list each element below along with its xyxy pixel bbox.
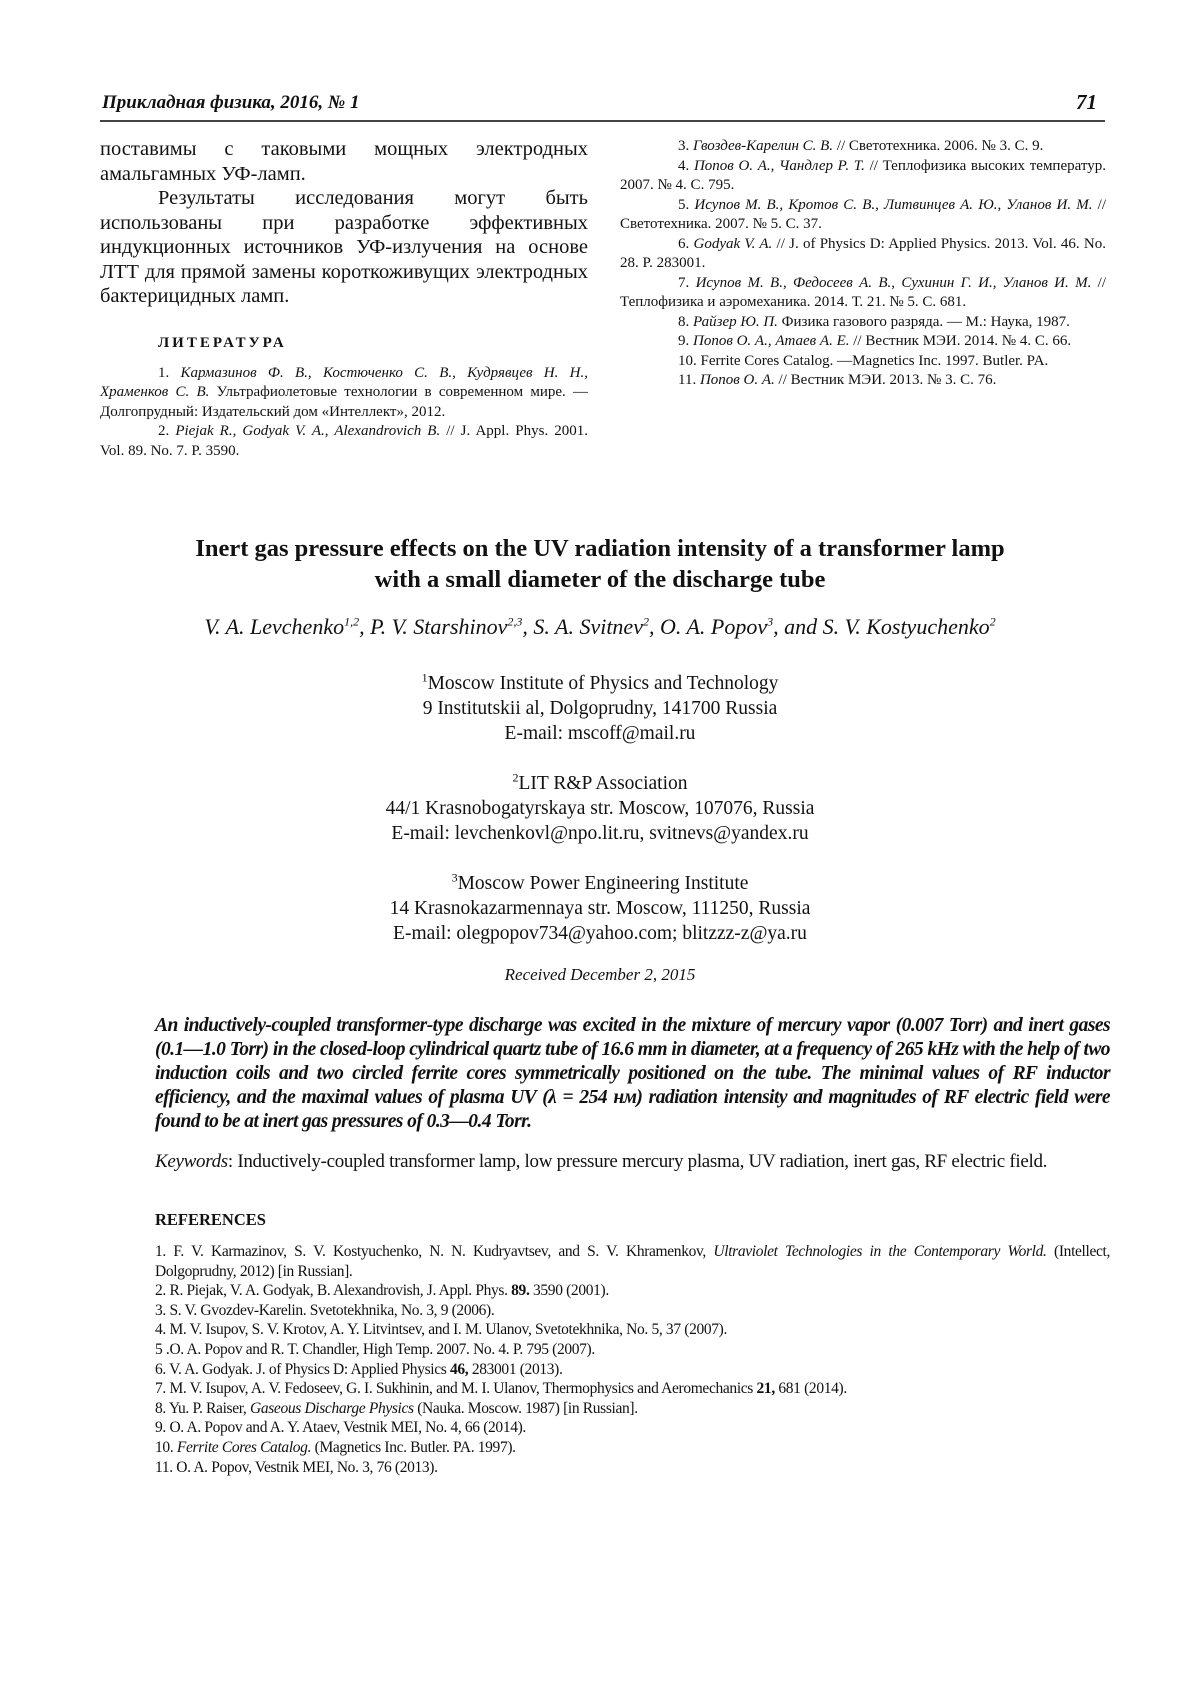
reference-item bbox=[100, 364, 588, 423]
reference-item bbox=[620, 274, 1106, 313]
reference-item bbox=[155, 1399, 1110, 1419]
journal-name: Прикладная физика, 2016, № 1 bbox=[102, 92, 360, 113]
reference-segment: 681 (2014). bbox=[774, 1380, 847, 1398]
reference-item bbox=[620, 332, 1106, 352]
reference-segment: Попов О. А., Атаев А. Е. bbox=[693, 333, 850, 349]
reference-segment: Ультрафиолетовые технологии в современном мире. — Долгопрудный: Издательский дом «Интеллект», 2012. bbox=[100, 384, 588, 420]
keywords-text: : Inductively-coupled transformer lamp, low pressure mercury plasma, UV radiation, inert gas, RF electric field. bbox=[227, 1151, 1048, 1172]
russian-reference-list-continued bbox=[620, 137, 1106, 391]
reference-segment: // J. Appl. Phys. 2001. Vol. 89. No. 7. P. 3590. bbox=[100, 423, 589, 459]
reference-item bbox=[155, 1320, 1110, 1340]
reference-segment: (Intellect, Dolgoprudny, 2012) [in Russian]. bbox=[155, 1243, 1111, 1280]
author-name: V. A. Levchenko bbox=[204, 614, 345, 639]
reference-segment: Piejak R., Godyak V. A., Alexandrovich B. bbox=[175, 423, 441, 439]
literature-heading: ЛИТЕРАТУРА bbox=[158, 334, 287, 351]
reference-item bbox=[620, 313, 1106, 333]
reference-segment: Godyak V. A. bbox=[693, 235, 773, 252]
author-affiliation-mark: 2,3 bbox=[507, 614, 523, 629]
affiliation-email[interactable]: E-mail: olegpopov734@yahoo.com; blitzzz-z@ya.ru bbox=[393, 923, 807, 944]
reference-segment: Попов О. А. bbox=[699, 372, 775, 388]
reference-segment: 4. M. V. Isupov, S. V. Krotov, A. Y. Litvintsev, and I. M. Ulanov, Svetotekhnika, No. 5, 37 (2007). bbox=[155, 1321, 728, 1339]
affiliation-number: 1 bbox=[421, 670, 428, 685]
page-number: 71 bbox=[1076, 90, 1097, 114]
reference-segment: 8. bbox=[678, 313, 693, 330]
reference-item bbox=[100, 422, 588, 461]
affiliations bbox=[100, 671, 1100, 946]
affiliation-name: LIT R&P Association bbox=[518, 773, 688, 794]
author-name: S. A. Svitnev bbox=[533, 614, 643, 639]
russian-reference-list bbox=[100, 364, 588, 462]
affiliation-email[interactable]: E-mail: mscoff@mail.ru bbox=[504, 723, 696, 744]
reference-item bbox=[620, 137, 1106, 157]
author-name: P. V. Starshinov bbox=[370, 614, 508, 639]
reference-segment: 89. bbox=[511, 1282, 530, 1300]
reference-segment: 7. M. V. Isupov, A. V. Fedoseev, G. I. Sukhinin, and M. I. Ulanov, Thermophysics and Aeromechanics bbox=[155, 1380, 757, 1398]
reference-item bbox=[155, 1242, 1110, 1281]
reference-segment: Исупов М. В., Кротов С. В., Литвинцев А. Ю., Уланов И. М. bbox=[694, 196, 1093, 213]
body-paragraph: Результаты исследования могут быть использованы при разработке эффективных индукционных источников УФ-излучения на основе ЛТТ для прямой замены короткоживущих электродных бактерицидных ламп. bbox=[100, 187, 588, 307]
affiliation-address: 9 Institutskii al, Dolgoprudny, 141700 Russia bbox=[422, 698, 778, 719]
reference-segment: (Magnetics Inc. Butler. PA. 1997). bbox=[311, 1438, 516, 1456]
reference-segment: Гвоздев-Карелин С. В. bbox=[693, 138, 834, 154]
reference-segment: 283001 (2013). bbox=[468, 1360, 563, 1378]
reference-segment: Исупов М. В., Федосеев А. В., Сухинин Г. И., Уланов И. М. bbox=[695, 274, 1092, 291]
reference-item bbox=[620, 235, 1106, 274]
author-name: S. V. Kostyuchenko bbox=[822, 614, 990, 639]
reference-segment: // Вестник МЭИ. 2013. № 3. С. 76. bbox=[774, 372, 997, 388]
body-paragraph: поставимы с таковыми мощных электродных амальгамных УФ-ламп. bbox=[100, 138, 588, 185]
reference-item bbox=[620, 352, 1106, 372]
reference-segment: Физика газового разряда. — М.: Наука, 1987. bbox=[777, 313, 1070, 330]
reference-item bbox=[620, 371, 1106, 391]
reference-segment: 3590 (2001). bbox=[529, 1282, 609, 1300]
reference-segment: // Теплофизика высоких температур. 2007. № 4. С. 795. bbox=[620, 157, 1106, 193]
reference-segment: 8. Yu. P. Raiser, bbox=[155, 1399, 250, 1417]
reference-item bbox=[155, 1458, 1110, 1478]
abstract: An inductively-coupled transformer-type discharge was excited in the mixture of mercury vapor (0.007 Torr) and inert gases (0.1—1.0 Torr) in the closed-loop cylindrical quartz tube of 16.6 mm in diameter, at a frequency of 265 kHz with the help of two induction coils and two circled ferrite cores symmetrically positioned on the tube. The minimal values of RF inductor efficiency, and the maximal values of plasma UV (λ = 254 нм) radiation intensity and magnitudes of RF electric field were found to be at inert gas pressures of 0.3—0.4 Torr. bbox=[155, 1015, 1110, 1132]
reference-segment: 2. R. Piejak, V. A. Godyak, B. Alexandrovish, J. Appl. Phys. bbox=[155, 1282, 512, 1300]
reference-item bbox=[155, 1340, 1110, 1360]
right-column bbox=[620, 137, 1106, 391]
reference-segment: 2. bbox=[158, 423, 176, 439]
affiliation-name-line bbox=[100, 871, 1100, 896]
received-date: Received December 2, 2015 bbox=[504, 965, 696, 984]
reference-segment: 21, bbox=[756, 1380, 775, 1398]
keywords-label: Keywords bbox=[155, 1151, 228, 1172]
reference-segment: 6. V. A. Godyak. J. of Physics D: Applied Physics bbox=[155, 1360, 450, 1378]
reference-item bbox=[155, 1438, 1110, 1458]
reference-segment: 3. S. V. Gvozdev-Karelin. Svetotekhnika, No. 3, 9 (2006). bbox=[155, 1301, 495, 1319]
reference-segment: Ultraviolet Technologies in the Contemporary World. bbox=[713, 1243, 1047, 1260]
reference-item bbox=[620, 157, 1106, 196]
reference-segment: 1. F. V. Karmazinov, S. V. Kostyuchenko, N. N. Kudryavtsev, and S. V. Khramenkov, bbox=[155, 1243, 714, 1260]
reference-segment: 5. bbox=[678, 196, 695, 213]
reference-item bbox=[620, 196, 1106, 235]
title-line: Inert gas pressure effects on the UV radiation intensity of a transformer lamp bbox=[195, 535, 1005, 562]
references-list bbox=[155, 1242, 1110, 1477]
article-section bbox=[100, 533, 1111, 1477]
reference-segment: Райзер Ю. П. bbox=[693, 313, 778, 330]
reference-segment: 11. O. A. Popov, Vestnik MEI, No. 3, 76 (2013). bbox=[155, 1458, 438, 1476]
reference-segment: // Светотехника. 2007. № 5. С. 37. bbox=[620, 196, 1107, 232]
reference-segment: 9. O. A. Popov and A. Y. Ataev, Vestnik MEI, No. 4, 66 (2014). bbox=[155, 1419, 526, 1437]
affiliation-email[interactable]: E-mail: levchenkovl@npo.lit.ru, svitnevs@yandex.ru bbox=[391, 823, 809, 844]
author-separator: , bbox=[522, 614, 534, 639]
reference-segment: 10. Ferrite Cores Catalog. —Magnetics Inc. 1997. Butler. PA. bbox=[678, 352, 1049, 369]
affiliation-name: Moscow Power Engineering Institute bbox=[457, 873, 749, 894]
reference-segment: (Nauka. Moscow. 1987) [in Russian]. bbox=[413, 1399, 638, 1417]
reference-segment: 1. bbox=[158, 364, 181, 381]
reference-segment: 7. bbox=[678, 274, 696, 291]
affiliation-number: 2 bbox=[512, 770, 519, 785]
reference-segment: 46, bbox=[449, 1360, 469, 1378]
author-separator: , bbox=[648, 614, 660, 639]
reference-segment: // J. of Physics D: Applied Physics. 2013. Vol. 46. No. 28. P. 283001. bbox=[620, 235, 1106, 271]
reference-segment: 9. bbox=[678, 333, 693, 349]
references-heading: REFERENCES bbox=[155, 1210, 266, 1229]
reference-segment: 10. bbox=[155, 1438, 177, 1456]
reference-item bbox=[155, 1379, 1110, 1399]
reference-item bbox=[155, 1360, 1110, 1380]
affiliation-name-line bbox=[100, 671, 1100, 696]
running-header bbox=[100, 90, 1105, 122]
affiliation-block bbox=[100, 771, 1100, 846]
reference-segment: 3. bbox=[678, 138, 693, 154]
reference-segment: 4. bbox=[678, 157, 694, 174]
reference-segment: // Светотехника. 2006. № 3. С. 9. bbox=[833, 138, 1044, 154]
author-separator: , bbox=[359, 614, 371, 639]
reference-item bbox=[155, 1301, 1110, 1321]
article-title bbox=[100, 533, 1100, 595]
keywords bbox=[155, 1150, 1110, 1174]
reference-segment: Ferrite Cores Catalog. bbox=[176, 1438, 312, 1456]
author-affiliation-mark: 1,2 bbox=[344, 614, 360, 629]
author-list bbox=[100, 613, 1100, 641]
affiliation-name: Moscow Institute of Physics and Technology bbox=[427, 673, 779, 694]
author-separator: , and bbox=[773, 614, 823, 639]
reference-segment: Gaseous Discharge Physics bbox=[249, 1399, 414, 1417]
reference-item bbox=[155, 1418, 1110, 1438]
reference-segment: 5 .O. A. Popov and R. T. Chandler, High Temp. 2007. No. 4. P. 795 (2007). bbox=[155, 1340, 595, 1358]
reference-segment: 6. bbox=[678, 235, 694, 252]
reference-segment: // Теплофизика и аэромеханика. 2014. Т. 21. № 5. С. 681. bbox=[620, 274, 1107, 310]
affiliation-address: 14 Krasnokazarmennaya str. Moscow, 111250, Russia bbox=[389, 898, 811, 919]
author-affiliation-mark: 2 bbox=[642, 614, 649, 629]
affiliation-name-line bbox=[100, 771, 1100, 796]
affiliation-number: 3 bbox=[451, 870, 458, 885]
reference-segment: Кармазинов Ф. В., Костюченко С. В., Кудрявцев Н. Н., Храменков С. В. bbox=[100, 364, 588, 400]
author-affiliation-mark: 2 bbox=[989, 614, 996, 629]
left-column bbox=[100, 137, 588, 461]
title-line: with a small diameter of the discharge tube bbox=[374, 566, 826, 593]
affiliation-block bbox=[100, 871, 1100, 946]
author-name: O. A. Popov bbox=[659, 614, 768, 639]
affiliation-address: 44/1 Krasnobogatyrskaya str. Moscow, 107076, Russia bbox=[385, 798, 815, 819]
affiliation-block bbox=[100, 671, 1100, 746]
reference-segment: // Вестник МЭИ. 2014. № 4. С. 66. bbox=[849, 333, 1072, 349]
reference-item bbox=[155, 1281, 1110, 1301]
author-affiliation-mark: 3 bbox=[767, 614, 774, 629]
reference-segment: Попов О. А., Чандлер Р. Т. bbox=[693, 157, 865, 174]
reference-segment: 11. bbox=[678, 372, 700, 388]
